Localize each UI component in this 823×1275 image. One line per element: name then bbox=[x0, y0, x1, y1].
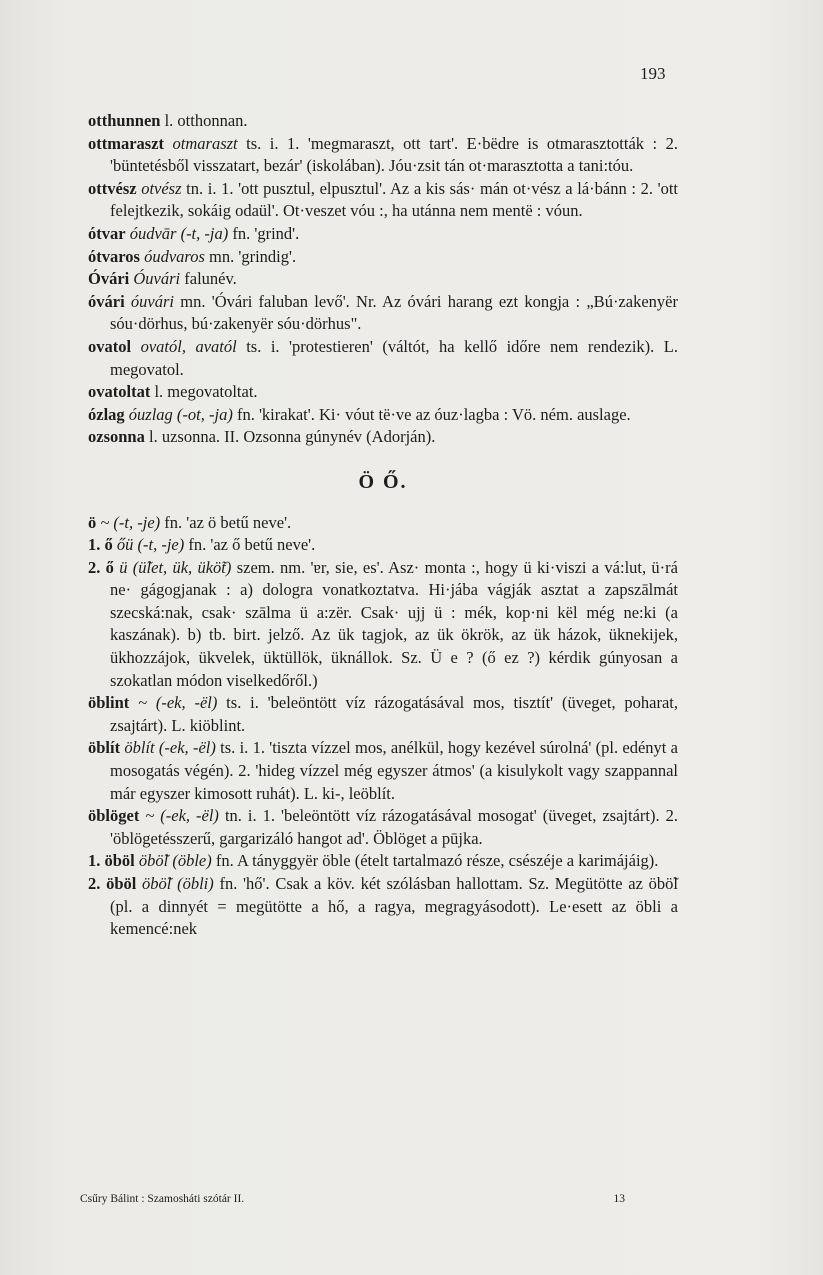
dictionary-entry bbox=[88, 133, 678, 178]
entry-headword: 2. ő bbox=[88, 557, 114, 577]
section-heading: Ö Ő. bbox=[358, 470, 408, 493]
entry-pronunciation: otmaraszt bbox=[164, 133, 238, 153]
entry-definition: l. otthonnan. bbox=[160, 111, 248, 130]
entry-definition: fn. A tányggyër öble (ételt tartalmazó része, csészéje a karimájáig). bbox=[211, 851, 659, 871]
entry-pronunciation: öbö̃l (öbli) bbox=[136, 874, 214, 893]
entry-headword: ö bbox=[88, 512, 97, 532]
entry-headword: ózlag bbox=[88, 404, 125, 424]
footer-title: Csűry Bálint : Szamosháti szótár II. bbox=[80, 1193, 245, 1205]
footer-signature: 13 bbox=[613, 1193, 625, 1205]
entry-headword: öblít bbox=[88, 738, 121, 758]
dictionary-entry bbox=[88, 404, 678, 427]
entries-o bbox=[88, 110, 678, 449]
entry-headword: 1. ő bbox=[88, 535, 113, 555]
dictionary-entry bbox=[88, 692, 678, 737]
entry-definition: ts. i. 'protestieren' (váltót, ha kellő időre nem rendezik). L. megovatol. bbox=[110, 336, 679, 379]
entry-headword: ovatol bbox=[88, 336, 132, 356]
entry-headword: 1. öböl bbox=[88, 851, 135, 871]
entry-headword: ottmaraszt bbox=[88, 133, 165, 153]
entry-definition: mn. 'Óvári faluban levő'. Nr. Az óvári harang ezt kongja : „Bú·zakenyër sóu·dörhus, bú·zakenyër sóu·dörhus". bbox=[110, 291, 678, 334]
page-footer bbox=[80, 1193, 625, 1205]
dictionary-text bbox=[88, 110, 678, 941]
entry-definition: szem. nm. 'ɐr, sie, es'. Asz· monta :, hogy ü ki·viszi a vá:lut, ü·rá ne· gágogjanak : a) dologra vonatkoztatva. Hi·jába vágják asztat a zapszālmát szecská:nak, csak· szālma ü a:zër. Csak· ujj ü : mék, kop·ni kël még ne:ki (a kaszának). b) tb. birt. jelző. Az ük tagjok, az ük ökrök, az ük házok, üknekijek, ükhozzájok, ükvelek, üktüllök, üknállok. Sz. Ü e ? (ő ez ?) kérdik gúnyosan a szokatlan módon viselkedőről.) bbox=[110, 557, 678, 690]
dictionary-entry bbox=[88, 805, 678, 850]
dictionary-entry bbox=[88, 426, 678, 449]
entries-oe bbox=[88, 512, 678, 941]
entry-definition: fn. 'az ő betű neve'. bbox=[184, 535, 316, 555]
entry-headword: öblint bbox=[88, 693, 130, 713]
entry-headword: ótvaros bbox=[88, 246, 140, 266]
dictionary-entry bbox=[88, 381, 678, 404]
entry-definition: fn. 'hő'. Csak a köv. két szólásban hallottam. Sz. Megütötte az öbö̃l (pl. a dinnyét = megütötte a hő, a ragya, megragyásodott). Le·esett az öbli a kemencé:nek bbox=[110, 874, 678, 939]
dictionary-entry bbox=[88, 737, 678, 805]
entry-definition: fn. 'kirakat'. Ki· vóut të·ve az óuz·lagba : Vö. ném. auslage. bbox=[232, 404, 631, 424]
entry-pronunciation: óuzlag (-ot, -ja) bbox=[124, 404, 233, 424]
entry-headword: ovatoltat bbox=[88, 382, 151, 402]
dictionary-entry bbox=[88, 223, 678, 246]
dictionary-entry bbox=[88, 557, 678, 693]
page-number: 193 bbox=[640, 64, 666, 83]
entry-headword: 2. öböl bbox=[88, 874, 137, 893]
dictionary-entry bbox=[88, 850, 678, 873]
entry-headword: ótvar bbox=[88, 223, 126, 243]
entry-headword: ottvész bbox=[88, 178, 137, 198]
dictionary-entry bbox=[88, 873, 678, 941]
dictionary-entry bbox=[88, 512, 678, 535]
entry-definition: fn. 'grind'. bbox=[228, 223, 300, 243]
dictionary-entry bbox=[88, 336, 678, 381]
entry-pronunciation: óudvaros bbox=[139, 246, 205, 266]
entry-headword: otthunnen bbox=[88, 111, 161, 130]
entry-pronunciation: óuvári bbox=[124, 291, 175, 311]
entry-definition: tn. i. 1. 'ott pusztul, elpusztul'. Az a kis sás· mán ot·vész a lá·bánn : 2. 'ott felejtkezik, sokáig odaül'. Ot·veszet vóu :, ha utánna nem mentë : vóun. bbox=[110, 178, 678, 221]
entry-pronunciation: óudvār (-t, -ja) bbox=[125, 223, 229, 243]
entry-pronunciation: ~ (-t, -je) bbox=[96, 512, 161, 532]
entry-headword: ozsonna bbox=[88, 427, 145, 447]
entry-definition: mn. 'grindig'. bbox=[204, 246, 297, 266]
entry-definition: l. uzsonna. II. Ozsonna gúnynév (Adorján). bbox=[144, 427, 436, 447]
entry-definition: l. megovatoltat. bbox=[150, 382, 258, 402]
dictionary-entry bbox=[88, 246, 678, 269]
dictionary-entry bbox=[88, 268, 678, 291]
entry-definition: fn. 'az ö betű neve'. bbox=[160, 512, 292, 532]
entry-pronunciation: otvész bbox=[136, 178, 182, 198]
entry-pronunciation: ~ (-ek, -ël) bbox=[129, 693, 218, 713]
entry-pronunciation: ü (ü̃let, ük, ükö̃t) bbox=[113, 557, 232, 577]
entry-definition: ts. i. 1. 'megmaraszt, ott tart'. E·bëdre is otmarasztották : 2. 'büntetésből visszatart, bezár' (iskolában). Jóu·zsit tán ot·marasztotta a tani:tóu. bbox=[110, 133, 678, 176]
entry-pronunciation: öbö̃l (öble) bbox=[134, 851, 212, 871]
entry-headword: Óvári bbox=[88, 269, 130, 289]
dictionary-entry bbox=[88, 291, 678, 336]
entry-definition: ts. i. 1. 'tiszta vízzel mos, anélkül, hogy kezével súrolná' (pl. edényt a mosogatás végén). 2. 'hideg vízzel még egyszer átmos' (a kisulykolt vagy szappannal már egyszer kimosott ruhát). L. ki-, leöblít. bbox=[110, 738, 678, 803]
entry-definition: tn. i. 1. 'beleöntött víz rázogatásával mosogat' (üveget, zsajtárt). 2. 'öblögetésszerű, gargarizáló hangot ad'. Öblöget a pūjka. bbox=[110, 806, 678, 848]
dictionary-entry bbox=[88, 534, 678, 557]
entry-pronunciation: Óuvári bbox=[129, 269, 181, 289]
entry-definition: ts. i. 'beleöntött víz rázogatásával mos, tisztít' (üveget, poharat, zsajtárt). L. kiöblint. bbox=[110, 693, 679, 735]
entry-headword: öblöget bbox=[88, 806, 140, 826]
entry-definition: falunév. bbox=[180, 269, 237, 289]
dictionary-entry bbox=[88, 178, 678, 223]
dictionary-entry bbox=[88, 110, 678, 133]
entry-headword: óvári bbox=[88, 291, 125, 311]
entry-pronunciation: ~ (-ek, -ël) bbox=[139, 806, 219, 826]
entry-pronunciation: ovatól, avatól bbox=[131, 336, 237, 356]
entry-pronunciation: öblít (-ek, -ël) bbox=[120, 738, 216, 758]
entry-pronunciation: őü (-t, -je) bbox=[112, 535, 185, 555]
